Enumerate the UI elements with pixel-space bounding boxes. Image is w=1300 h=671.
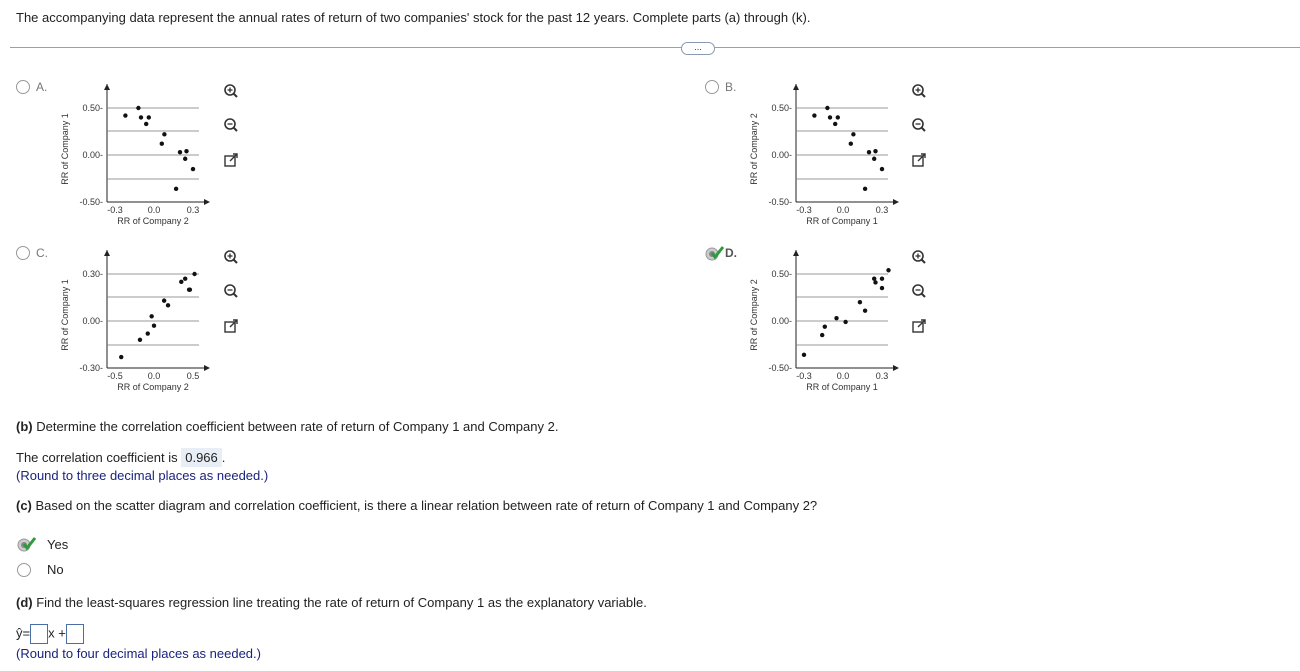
data-point bbox=[828, 115, 832, 119]
data-point bbox=[119, 355, 123, 359]
x-axis-label: RR of Company 2 bbox=[117, 216, 189, 226]
data-point bbox=[873, 149, 877, 153]
option-a-label[interactable]: A. bbox=[36, 80, 48, 94]
y-tick-label: 0.50- bbox=[82, 103, 103, 113]
zoom-out-icon[interactable] bbox=[908, 281, 930, 303]
zoom-in-icon[interactable] bbox=[220, 81, 242, 103]
selected-check-radio-icon bbox=[17, 537, 39, 553]
data-point bbox=[184, 149, 188, 153]
x-tick-label: 0.5 bbox=[186, 371, 200, 381]
part-b-answer-line: The correlation coefficient is 0.966 . bbox=[16, 450, 226, 465]
option-a-radio[interactable] bbox=[16, 80, 30, 94]
data-point bbox=[880, 167, 884, 171]
y-tick-label: 0.00- bbox=[82, 316, 103, 326]
part-b-question: (b) Determine the correlation coefficient between rate of return of Company 1 and Company 2. bbox=[16, 419, 559, 434]
y-axis-label: RR of Company 2 bbox=[749, 279, 759, 351]
y-tick-label: 0.50- bbox=[771, 269, 792, 279]
x-tick-label: 0.0 bbox=[836, 371, 850, 381]
data-point bbox=[833, 122, 837, 126]
y-tick-label: 0.30- bbox=[82, 269, 103, 279]
part-b-hint: (Round to three decimal places as needed.) bbox=[16, 468, 269, 483]
regression-equation: ŷ= x + bbox=[16, 624, 84, 644]
data-point bbox=[183, 157, 187, 161]
data-point bbox=[178, 150, 182, 154]
open-new-icon[interactable] bbox=[220, 149, 242, 171]
x-tick-label: -0.3 bbox=[107, 205, 123, 215]
data-point bbox=[858, 300, 862, 304]
data-point bbox=[880, 277, 884, 281]
option-c-radio[interactable] bbox=[16, 246, 30, 260]
slope-input[interactable] bbox=[30, 624, 48, 644]
data-point bbox=[823, 324, 827, 328]
data-point bbox=[144, 122, 148, 126]
data-point bbox=[851, 132, 855, 136]
x-tick-label: -0.3 bbox=[796, 205, 812, 215]
data-point bbox=[191, 167, 195, 171]
option-b-radio[interactable] bbox=[705, 80, 719, 94]
selected-check-radio-icon bbox=[705, 246, 727, 262]
data-point bbox=[146, 331, 150, 335]
data-point bbox=[123, 113, 127, 117]
x-tick-label: 0.0 bbox=[147, 205, 161, 215]
data-point bbox=[873, 280, 877, 284]
option-d-label[interactable]: D. bbox=[725, 246, 737, 260]
data-point bbox=[867, 150, 871, 154]
data-point bbox=[886, 268, 890, 272]
y-tick-label: -0.50- bbox=[768, 363, 792, 373]
data-point bbox=[183, 277, 187, 281]
data-point bbox=[872, 157, 876, 161]
data-point bbox=[825, 106, 829, 110]
y-tick-label: -0.50- bbox=[768, 197, 792, 207]
part-d-question: (d) Find the least-squares regression line treating the rate of return of Company 1 as the explanatory variable. bbox=[16, 595, 647, 610]
data-point bbox=[863, 308, 867, 312]
no-radio[interactable] bbox=[17, 563, 31, 577]
x-tick-label: 0.3 bbox=[186, 205, 200, 215]
zoom-out-icon[interactable] bbox=[220, 281, 242, 303]
x-axis-label: RR of Company 1 bbox=[806, 216, 878, 226]
expand-more-button[interactable]: ... bbox=[681, 42, 715, 55]
x-axis-label: RR of Company 1 bbox=[806, 382, 878, 392]
data-point bbox=[152, 324, 156, 328]
x-tick-label: -0.3 bbox=[796, 371, 812, 381]
data-point bbox=[880, 286, 884, 290]
x-tick-label: 0.3 bbox=[875, 205, 889, 215]
data-point bbox=[162, 298, 166, 302]
data-point bbox=[863, 187, 867, 191]
data-point bbox=[836, 115, 840, 119]
part-d-hint: (Round to four decimal places as needed.) bbox=[16, 646, 261, 661]
data-point bbox=[849, 142, 853, 146]
data-point bbox=[179, 280, 183, 284]
y-tick-label: 0.00- bbox=[771, 316, 792, 326]
part-c-question: (c) Based on the scatter diagram and correlation coefficient, is there a linear relation between rate of return of Company 1 and Company 2? bbox=[16, 498, 818, 513]
data-point bbox=[166, 303, 170, 307]
data-point bbox=[802, 353, 806, 357]
option-d-radio[interactable] bbox=[705, 246, 727, 267]
data-point bbox=[136, 106, 140, 110]
option-b-label[interactable]: B. bbox=[725, 80, 737, 94]
data-point bbox=[160, 142, 164, 146]
data-point bbox=[192, 272, 196, 276]
data-point bbox=[138, 338, 142, 342]
zoom-out-icon[interactable] bbox=[908, 115, 930, 137]
zoom-in-icon[interactable] bbox=[908, 247, 930, 269]
divider bbox=[10, 47, 1300, 48]
y-axis-label: RR of Company 1 bbox=[60, 279, 70, 351]
y-tick-label: 0.00- bbox=[82, 150, 103, 160]
data-point bbox=[139, 115, 143, 119]
y-tick-label: 0.00- bbox=[771, 150, 792, 160]
data-point bbox=[149, 314, 153, 318]
open-new-icon[interactable] bbox=[908, 315, 930, 337]
y-tick-label: -0.30- bbox=[79, 363, 103, 373]
intercept-input[interactable] bbox=[66, 624, 84, 644]
data-point bbox=[872, 277, 876, 281]
y-tick-label: 0.50- bbox=[771, 103, 792, 113]
zoom-in-icon[interactable] bbox=[908, 81, 930, 103]
open-new-icon[interactable] bbox=[220, 315, 242, 337]
zoom-in-icon[interactable] bbox=[220, 247, 242, 269]
x-tick-label: -0.5 bbox=[107, 371, 123, 381]
data-point bbox=[147, 115, 151, 119]
yes-label[interactable]: Yes bbox=[47, 537, 69, 552]
y-axis-label: RR of Company 2 bbox=[749, 113, 759, 185]
x-axis-label: RR of Company 2 bbox=[117, 382, 189, 392]
data-point bbox=[812, 113, 816, 117]
data-point bbox=[187, 287, 191, 291]
no-label[interactable]: No bbox=[47, 562, 64, 577]
zoom-out-icon[interactable] bbox=[220, 115, 242, 137]
data-point bbox=[820, 333, 824, 337]
data-point bbox=[162, 132, 166, 136]
x-tick-label: 0.0 bbox=[147, 371, 161, 381]
data-point bbox=[834, 316, 838, 320]
instructions-text: The accompanying data represent the annual rates of return of two companies' stock for the past 12 years. Complete parts (a) through (k). bbox=[16, 10, 811, 25]
option-c-label[interactable]: C. bbox=[36, 246, 48, 260]
data-point bbox=[843, 320, 847, 324]
y-axis-label: RR of Company 1 bbox=[60, 113, 70, 185]
x-tick-label: 0.0 bbox=[836, 205, 850, 215]
open-new-icon[interactable] bbox=[908, 149, 930, 171]
y-tick-label: -0.50- bbox=[79, 197, 103, 207]
x-tick-label: 0.3 bbox=[875, 371, 889, 381]
yes-radio[interactable] bbox=[17, 537, 39, 558]
data-point bbox=[174, 187, 178, 191]
correlation-answer[interactable]: 0.966 bbox=[181, 448, 222, 467]
